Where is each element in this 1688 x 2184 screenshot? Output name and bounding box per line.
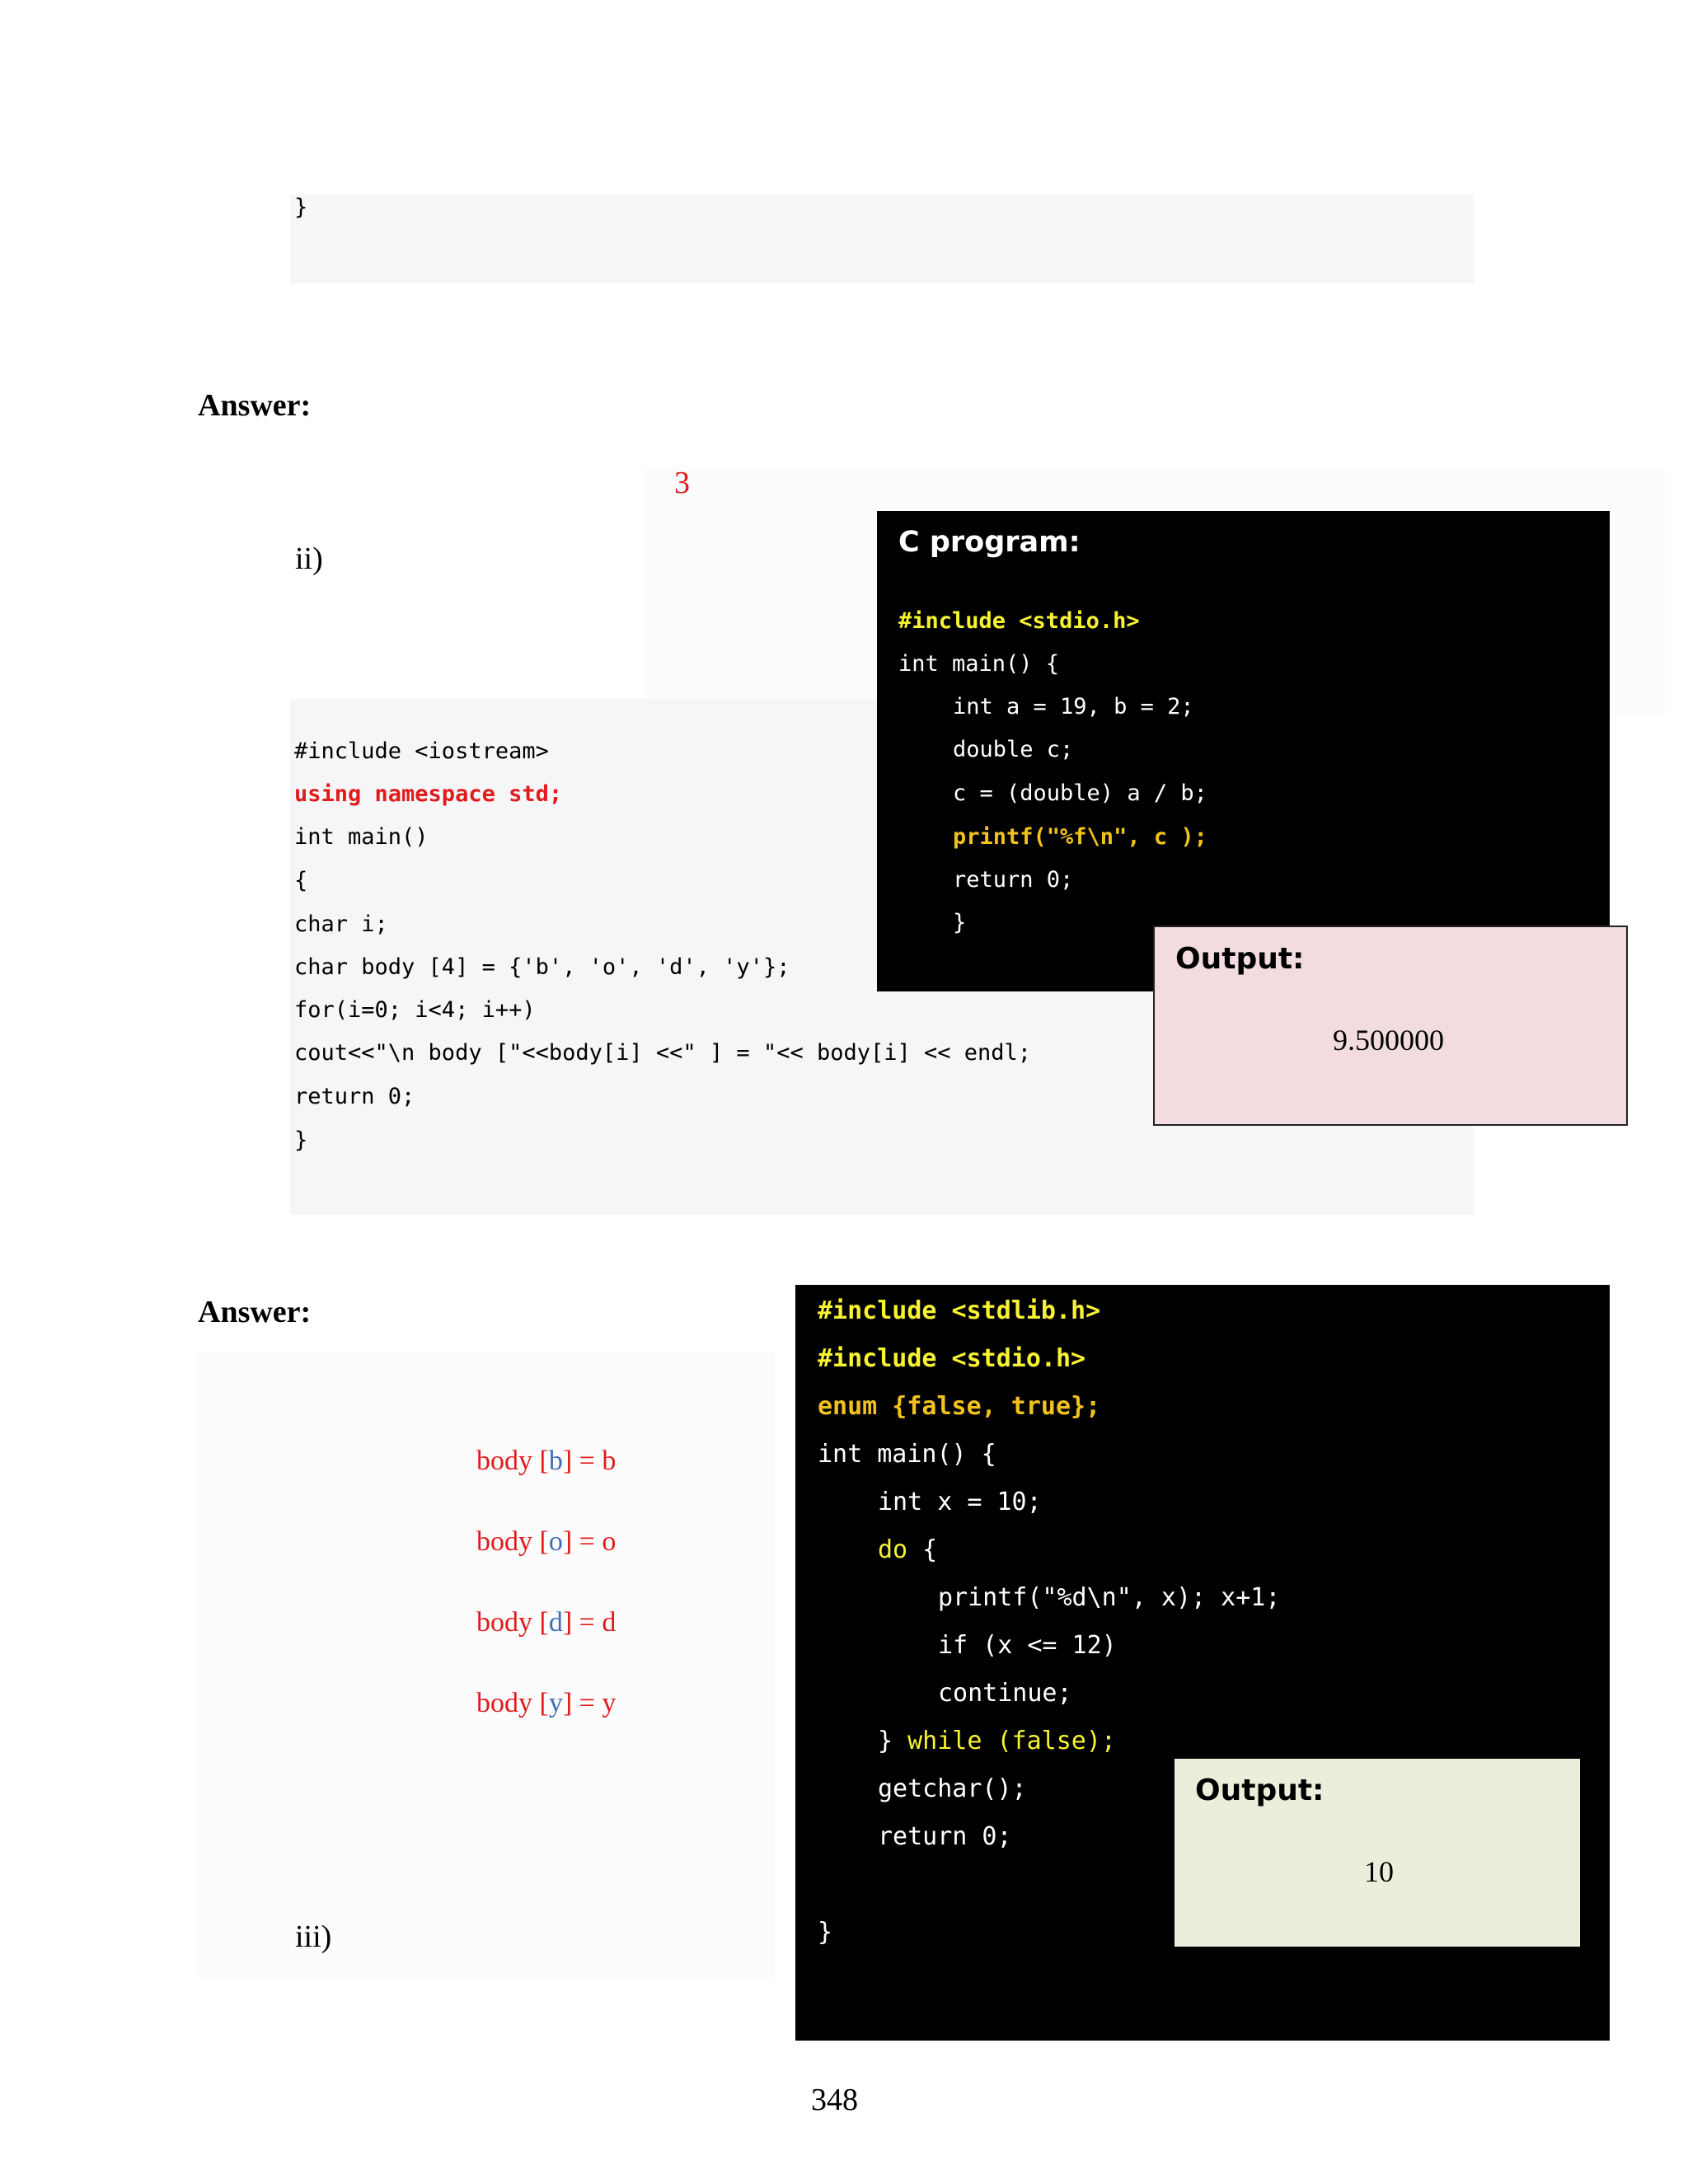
cpp-line-namespace: using namespace std; [294,781,563,807]
c2-line-int-x: int x = 10; [878,1488,1042,1516]
c1-line-return: return 0; [953,867,1074,893]
result-post: ] = y [562,1688,617,1718]
result-index: y [548,1688,563,1718]
section-iii-label: iii) [295,1919,332,1954]
c2-line-return: return 0; [878,1822,1012,1851]
c1-line-include: #include <stdio.h> [898,608,1140,634]
c2-do-keyword: do [878,1535,908,1564]
result-post: ] = b [562,1446,617,1476]
section-ii-label: ii) [295,541,323,576]
page-number: 348 [811,2083,858,2117]
cpp-line-cout: cout<<"\n body ["<<body[i] <<" ] = "<< body[i] << endl; [294,1040,1032,1066]
c2-line-close: } [818,1918,833,1947]
c2-line-getchar: getchar(); [878,1774,1027,1803]
result-post: ] = o [562,1526,617,1557]
answer-1-value: 3 [674,466,690,500]
c2-do-brace: { [907,1535,938,1564]
cpp-line-char-i: char i; [294,912,388,937]
cpp-line-return: return 0; [294,1084,415,1109]
result-post: ] = d [562,1607,617,1638]
c2-line-if: if (x <= 12) [938,1631,1117,1660]
result-line-o [476,1526,616,1558]
c2-line-continue: continue; [938,1679,1072,1708]
c2-line-main: int main() { [818,1440,996,1469]
c2-line-include-stdio: #include <stdio.h> [818,1344,1086,1373]
c1-line-double: double c; [953,737,1074,762]
output-box-1 [1153,926,1628,1126]
cpp-line-open-brace: { [294,868,308,893]
result-pre: body [ [476,1688,549,1718]
cpp-line-close-brace: } [294,1127,308,1153]
c1-line-printf: printf("%f\n", c ); [953,824,1207,850]
answer-heading-2: Answer: [198,1295,312,1329]
result-pre: body [ [476,1607,549,1638]
output-2-title: Output: [1195,1774,1325,1807]
result-index: b [548,1446,563,1476]
c1-line-int: int a = 19, b = 2; [953,694,1194,719]
cpp-line-main: int main() [294,824,429,850]
output-2-value: 10 [1364,1855,1394,1888]
cpp-line-include: #include <iostream> [294,738,549,764]
c2-line-enum: enum {false, true}; [818,1392,1101,1421]
output-1-title: Output: [1175,942,1305,976]
output-1-value: 9.500000 [1333,1024,1444,1057]
result-index: d [548,1607,563,1638]
result-line-y [476,1688,616,1719]
result-index: o [548,1526,563,1557]
c2-line-while [878,1727,1116,1755]
c1-line-close: } [953,910,967,935]
c-program-title: C program: [898,526,1081,559]
c2-while-keyword: while (false); [907,1727,1116,1755]
result-pre: body [ [476,1526,549,1557]
cpp-line-char-body: char body [4] = {'b', 'o', 'd', 'y'}; [294,954,790,980]
c-program-box [877,511,1610,991]
top-code-block [290,194,1474,284]
output-box-2 [1175,1759,1580,1947]
result-line-b [476,1446,616,1477]
cpp-line-for: for(i=0; i<4; i++) [294,997,536,1023]
c2-line-include-stdlib: #include <stdlib.h> [818,1296,1101,1325]
c2-line-do [878,1535,937,1564]
c1-line-main: int main() { [898,651,1060,677]
c1-line-assign: c = (double) a / b; [953,780,1207,806]
c2-line-printf: printf("%d\n", x); x+1; [938,1583,1281,1612]
top-closing-brace: } [294,194,308,220]
result-pre: body [ [476,1446,549,1476]
c2-while-brace: } [878,1727,908,1755]
answer-heading-1: Answer: [198,388,312,423]
result-line-d [476,1607,616,1638]
